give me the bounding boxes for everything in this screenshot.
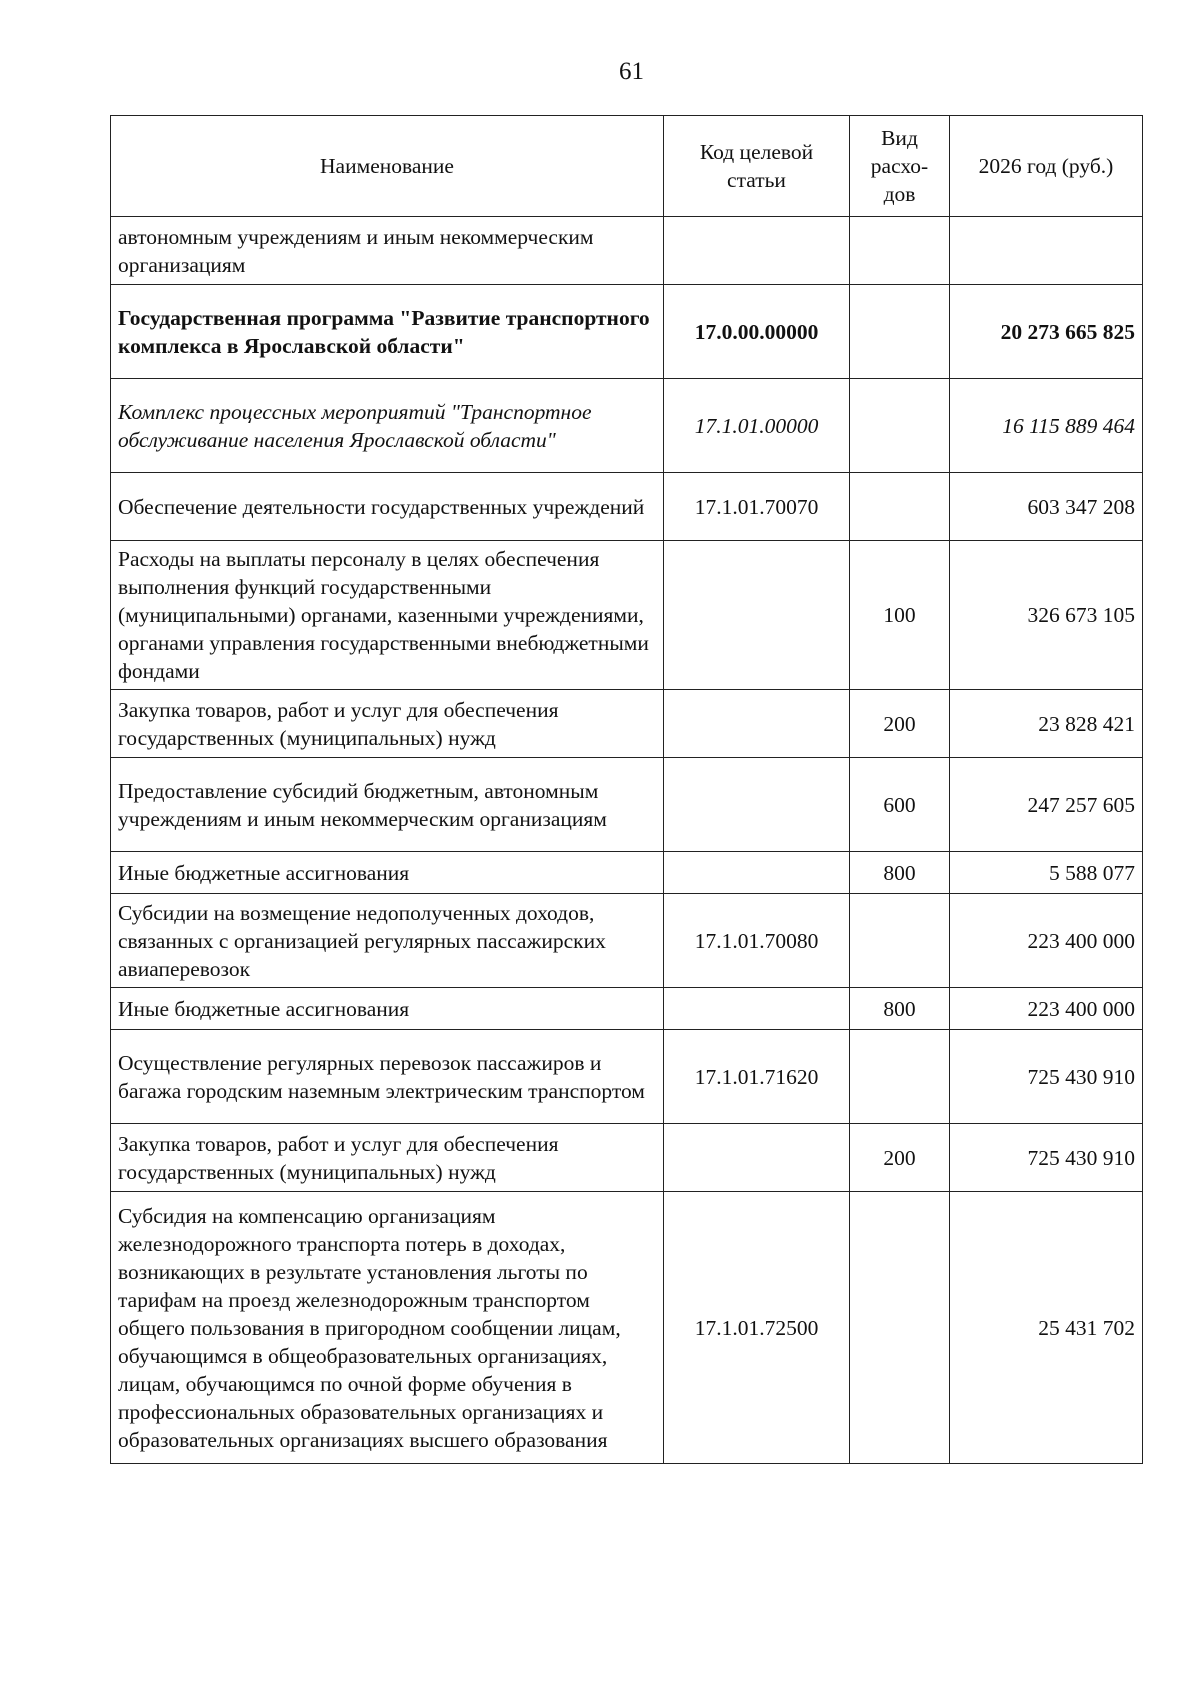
cell-code (664, 217, 850, 285)
table-row (111, 285, 1143, 379)
cell-code: 17.1.01.70070 (664, 473, 850, 541)
cell-type: 800 (850, 852, 950, 894)
cell-amount: 16 115 889 464 (950, 379, 1143, 473)
cell-amount: 223 400 000 (950, 988, 1143, 1030)
table-row (111, 894, 1143, 988)
cell-amount: 25 431 702 (950, 1192, 1143, 1464)
cell-type (850, 1192, 950, 1464)
cell-type: 200 (850, 690, 950, 758)
table-row (111, 690, 1143, 758)
cell-type (850, 379, 950, 473)
cell-type (850, 894, 950, 988)
cell-code (664, 690, 850, 758)
cell-amount: 603 347 208 (950, 473, 1143, 541)
cell-amount (950, 217, 1143, 285)
header-amount: 2026 год (руб.) (950, 116, 1143, 217)
cell-type (850, 473, 950, 541)
cell-code: 17.1.01.71620 (664, 1030, 850, 1124)
cell-name: Обеспечение деятельности государственных учреждений (111, 473, 664, 541)
table-row (111, 852, 1143, 894)
table-header-row (111, 116, 1143, 217)
cell-name: Иные бюджетные ассигнования (111, 852, 664, 894)
cell-type (850, 1030, 950, 1124)
budget-table (110, 115, 1143, 1464)
table-row (111, 379, 1143, 473)
header-type: Вид расхо- дов (850, 116, 950, 217)
cell-code: 17.1.01.72500 (664, 1192, 850, 1464)
cell-name: Государственная программа "Развитие транспортного комплекса в Ярославской области" (111, 285, 664, 379)
cell-name: Осуществление регулярных перевозок пассажиров и багажа городским наземным электрическим транспортом (111, 1030, 664, 1124)
cell-name: Иные бюджетные ассигнования (111, 988, 664, 1030)
cell-code (664, 852, 850, 894)
cell-code: 17.0.00.00000 (664, 285, 850, 379)
table-row (111, 1192, 1143, 1464)
cell-name: Закупка товаров, работ и услуг для обеспечения государственных (муниципальных) нужд (111, 690, 664, 758)
table-row (111, 473, 1143, 541)
cell-type (850, 285, 950, 379)
cell-amount: 223 400 000 (950, 894, 1143, 988)
table-row (111, 1124, 1143, 1192)
cell-amount: 326 673 105 (950, 541, 1143, 690)
cell-amount: 247 257 605 (950, 758, 1143, 852)
cell-amount: 23 828 421 (950, 690, 1143, 758)
page-number: 61 (619, 58, 644, 85)
cell-code (664, 988, 850, 1030)
cell-type (850, 217, 950, 285)
cell-name: Субсидии на возмещение недополученных доходов, связанных с организацией регулярных пассажирских авиаперевозок (111, 894, 664, 988)
header-name: Наименование (111, 116, 664, 217)
cell-amount: 20 273 665 825 (950, 285, 1143, 379)
cell-name: автономным учреждениям и иным некоммерческим организациям (111, 217, 664, 285)
cell-name: Закупка товаров, работ и услуг для обеспечения государственных (муниципальных) нужд (111, 1124, 664, 1192)
cell-type: 600 (850, 758, 950, 852)
cell-type: 100 (850, 541, 950, 690)
cell-type: 200 (850, 1124, 950, 1192)
cell-code: 17.1.01.00000 (664, 379, 850, 473)
cell-code (664, 1124, 850, 1192)
cell-code: 17.1.01.70080 (664, 894, 850, 988)
cell-code (664, 758, 850, 852)
table-row (111, 988, 1143, 1030)
cell-name: Субсидия на компенсацию организациям железнодорожного транспорта потерь в доходах, возникающих в результате установления льготы по тарифам на проезд железнодорожным транспортом общего пользования в пригородном сообщении лицам, обучающимся в общеобразовательных организациях, лицам, обучающимся по очной форме обучения в профессиональных образовательных организациях и образовательных организациях высшего образования (111, 1192, 664, 1464)
cell-type: 800 (850, 988, 950, 1030)
header-code: Код целевой статьи (664, 116, 850, 217)
cell-amount: 725 430 910 (950, 1030, 1143, 1124)
cell-name: Комплекс процессных мероприятий "Транспортное обслуживание населения Ярославской области" (111, 379, 664, 473)
cell-amount: 725 430 910 (950, 1124, 1143, 1192)
table-row (111, 541, 1143, 690)
table-row (111, 1030, 1143, 1124)
cell-name: Предоставление субсидий бюджетным, автономным учреждениям и иным некоммерческим организациям (111, 758, 664, 852)
cell-name: Расходы на выплаты персоналу в целях обеспечения выполнения функций государственными (муниципальными) органами, казенными учреждениями, органами управления государственными внебюджетными фондами (111, 541, 664, 690)
table-row (111, 217, 1143, 285)
cell-amount: 5 588 077 (950, 852, 1143, 894)
table-row (111, 758, 1143, 852)
cell-code (664, 541, 850, 690)
